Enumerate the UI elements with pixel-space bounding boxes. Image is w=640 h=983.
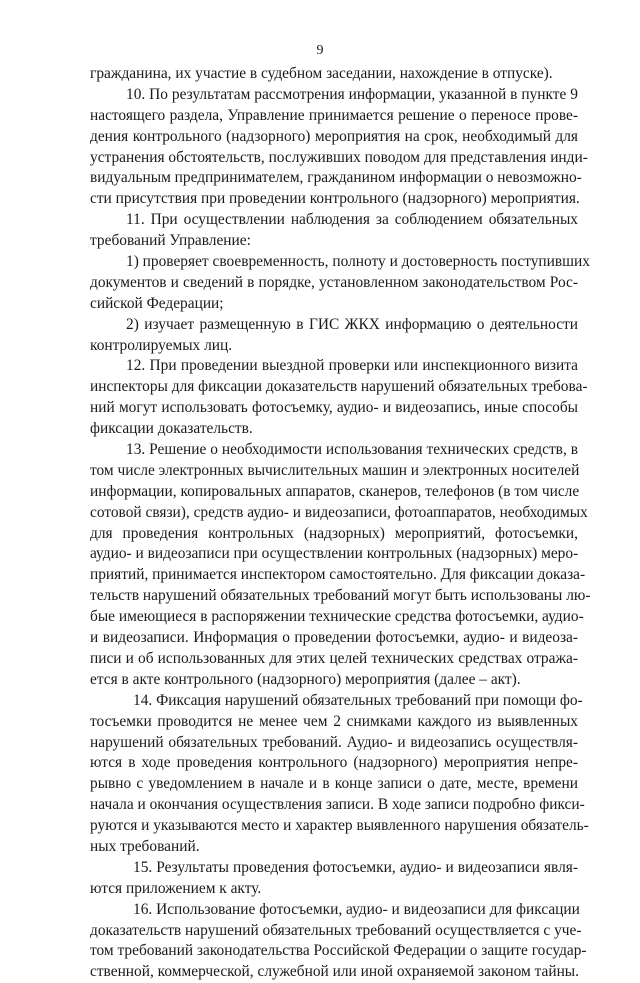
paragraph-15-line: 15. Результаты проведения фотосъемки, аудио- и видеозаписи явля- [133,858,578,876]
paragraph-11-line: требований Управление: [90,232,251,250]
paragraph-14-line: начала и окончания осуществления записи. В ходе записи подробно фикси- [90,796,585,814]
paragraph-10-line: видуальным предпринимателем, гражданином информации о невозможно- [90,169,582,187]
paragraph-13-line: аудио- и видеозаписи при осуществлении контрольных (надзорных) меро- [90,545,579,563]
paragraph-13-line: и видеозаписи. Информация о проведении фотосъемки, аудио- и видеоза- [90,629,578,647]
paragraph-16-line: том требований законодательства Российской Федерации о защите государ- [90,942,587,960]
paragraph-10-line: дения контрольного (надзорного) мероприятия на срок, необходимый для [90,127,578,145]
paragraph-14-line: нарушений обязательных требований. Аудио- и видеозапись осуществля- [90,733,578,751]
paragraph-14-line: рывно с уведомлением в начале и в конце записи о дате, месте, времени [90,775,578,793]
paragraph-10-line: 10. По результатам рассмотрения информации, указанной в пункте 9 [126,85,578,103]
paragraph-14-line: 14. Фиксация нарушений обязательных требований при помощи фо- [133,691,583,709]
paragraph-11-line: 11. При осуществлении наблюдения за соблюдением обязательных [126,211,578,229]
text-line: гражданина, их участие в судебном заседании, нахождение в отпуске). [90,65,553,82]
paragraph-12-line: ний могут использовать фотосъемку, аудио- и видеозапись, иные способы [90,399,578,417]
paragraph-13-line: 13. Решение о необходимости использования технических средств, в [126,441,578,459]
paragraph-14-line: тосъемки проводится не менее чем 2 снимками каждого из выявленных [90,712,578,730]
paragraph-10-line: устранения обстоятельств, послуживших поводом для представления инди- [90,148,588,166]
paragraph-13-line: информации, копировальных аппаратов, сканеров, телефонов (в том числе [90,482,580,500]
paragraph-13-line: для проведения контрольных (надзорных) мероприятий, фотосъемки, [90,524,578,542]
paragraph-14-line: ются в ходе проведения контрольного (надзорного) мероприятия непре- [90,754,578,772]
paragraph-15-line: ются приложением к акту. [90,879,262,897]
page-number: 9 [316,43,324,58]
paragraph-16-line: ственной, коммерческой, служебной или иной охраняемой законом тайны. [90,963,579,981]
paragraph-11-item-1-line: документов и сведений в порядке, установленном законодательством Рос- [90,273,578,291]
paragraph-16-line: 16. Использование фотосъемки, аудио- и видеозаписи для фиксации [133,900,580,918]
paragraph-11-item-2-line: 2) изучает размещенную в ГИС ЖКХ информацию о деятельности [126,315,578,333]
paragraph-14-line: руются и указываются место и характер выявленного нарушения обязатель- [90,817,589,835]
paragraph-14-line: ных требований. [90,837,200,855]
paragraph-11-item-1-line: 1) проверяет своевременность, полноту и достоверность поступивших [126,253,590,271]
paragraph-16-line: доказательств нарушений обязательных требований осуществляется с уче- [90,921,582,939]
paragraph-12-line: фиксации доказательств. [90,420,253,438]
paragraph-11-item-2-line: контролируемых лиц. [90,336,233,354]
document-body [90,64,591,983]
paragraph-13-line: бые имеющиеся в распоряжении технические средства фотосъемки, аудио- [90,608,584,626]
paragraph-10-line: настоящего раздела, Управление принимается решение о переносе прове- [90,106,578,124]
paragraph-10-line: сти присутствия при проведении контрольного (надзорного) мероприятия. [90,190,580,208]
paragraph-12-line: инспекторы для фиксации доказательств нарушений обязательных требова- [90,378,588,396]
paragraph-13-line: писи и об использованных для этих целей технических средствах отража- [90,649,578,667]
paragraph-13-line: приятий, принимается инспектором самостоятельно. Для фиксации доказа- [90,566,586,584]
paragraph-12-line: 12. При проведении выездной проверки или инспекционного визита [126,357,578,375]
paragraph-13-line: том числе электронных вычислительных машин и электронных носителей [90,461,580,479]
paragraph-13-line: ется в акте контрольного (надзорного) мероприятия (далее – акт). [90,670,521,688]
paragraph-11-item-1-line: сийской Федерации; [90,294,224,312]
paragraph-13-line: сотовой связи), средств аудио- и видеозаписи, фотоаппаратов, необходимых [90,503,588,521]
paragraph-13-line: тельств нарушений обязательных требований могут быть использованы лю- [90,587,591,605]
